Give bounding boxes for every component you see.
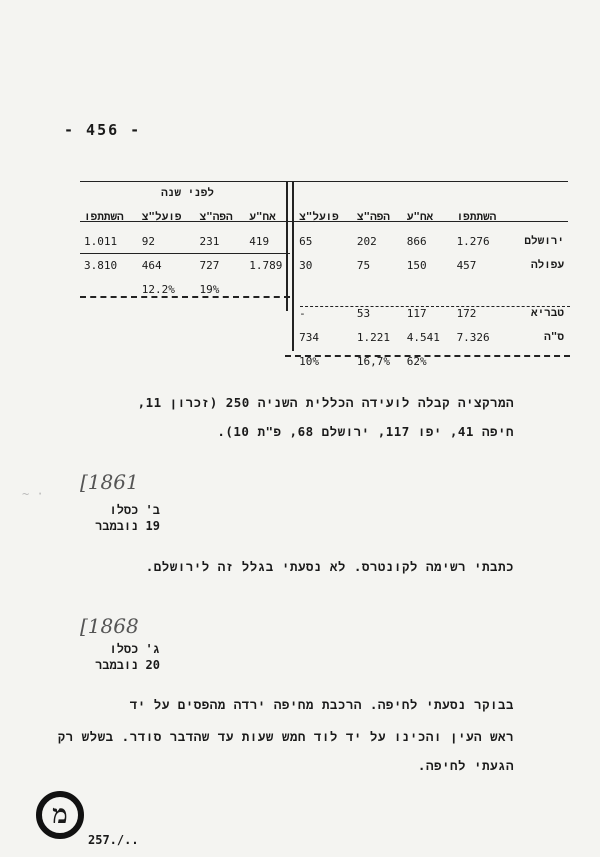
paragraph-2: כתבתי רשימה לקונטרס. לא נסעתי בגלל זה לירושלם. [145, 559, 514, 574]
table-cell: 1.221 [356, 330, 390, 344]
table-cell [138, 325, 196, 349]
table-cell: 172 [456, 306, 477, 320]
paragraph-3-line-1: בבוקר נסעתי לחיפה. הרכבת מחיפה ירדה מהפסים על יד [129, 697, 514, 712]
handwritten-note: [1868 [80, 614, 139, 638]
table-cell: 30 [299, 258, 313, 272]
empty-cell [403, 181, 453, 205]
table-cell: 75 [356, 258, 371, 272]
table-cell: 16,7% [356, 354, 390, 368]
table-cell [138, 301, 196, 325]
table-cell: 53 [356, 306, 371, 320]
table-bottom-rule [285, 355, 570, 357]
table-cell: 92 [141, 234, 156, 248]
table-cell [295, 277, 353, 301]
table-cell: 419 [249, 234, 270, 248]
column-header: אח"ע [406, 210, 434, 223]
column-header: השתתפו [84, 210, 124, 223]
row-label [510, 349, 568, 373]
table-cell: 12.2% [141, 282, 175, 296]
table-row [80, 325, 568, 349]
table-cell: 62% [406, 354, 427, 368]
table-cell: 7.326 [456, 330, 490, 344]
handwritten-note: [1861 [80, 470, 139, 494]
table-cell [453, 349, 511, 373]
table-cell: 3.810 [84, 258, 118, 272]
row-label [510, 277, 568, 301]
column-header: השתתפו [456, 210, 497, 223]
table-cell: 464 [141, 258, 162, 272]
paragraph-3-line-3: הגעתי לחיפה. [417, 758, 514, 773]
archive-logo-icon: מ [36, 791, 84, 839]
statistics-table [80, 181, 568, 373]
table-cell: 727 [199, 258, 220, 272]
table-cell: 4.541 [406, 330, 440, 344]
table-cell [403, 277, 453, 301]
table-cell: 10% [299, 354, 319, 368]
table-row [80, 349, 568, 373]
page-number: - 456 - [64, 121, 142, 139]
table-row [80, 253, 568, 277]
table-left-bottom-rule [80, 296, 290, 298]
table-cell: 202 [356, 234, 377, 248]
table-cell: 1.276 [456, 234, 490, 248]
table-cell [80, 349, 138, 373]
table-top-rule [80, 181, 568, 182]
empty-cell [510, 181, 568, 205]
table-cell [245, 349, 295, 373]
table-cell: 1.011 [84, 234, 118, 248]
paragraph-1-line-2: חיפה 41, יפו 117, ירושלם 68, פ"ת 10). [217, 424, 514, 439]
table-row-rule [80, 253, 290, 254]
table-cell: 457 [456, 258, 477, 272]
empty-cell [295, 181, 353, 205]
table-cell [138, 349, 196, 373]
table-cell [196, 349, 246, 373]
table-cell: 117 [406, 306, 427, 320]
table-cell: 150 [406, 258, 427, 272]
row-label: עפולה [530, 258, 564, 271]
table-cell: 231 [199, 234, 220, 248]
row-label: ס"ה [544, 330, 564, 343]
table-row [80, 301, 568, 325]
empty-cell [453, 181, 511, 205]
table-double-divider [292, 181, 294, 351]
faint-mark: ~ · [22, 487, 44, 501]
table-subtotal-rule [300, 306, 570, 307]
table-column-header-row [80, 205, 568, 229]
table-cell: 866 [406, 234, 427, 248]
table-cell: 1.789 [249, 258, 283, 272]
header-city-spacer [510, 205, 568, 229]
table-cell [245, 325, 295, 349]
table-cell: 19% [199, 282, 220, 296]
paragraph-1-line-1: המרקציה קבלה לועידה הכללית השניה 250 (זכרון 11, [137, 395, 514, 410]
column-header: הפה"צ [199, 210, 233, 223]
column-header: פועל"צ [141, 210, 182, 223]
date-gregorian: 19 נובמבר [95, 519, 160, 533]
table-cell: - [299, 306, 306, 320]
column-header: אח"ע [249, 210, 276, 223]
table-cell [80, 301, 138, 325]
column-header: פועל"צ [299, 210, 339, 223]
paragraph-3-line-2: ראש העין והכינו על יד לוד חמש שעות עד שהדבר סודר. בשלש רק [57, 729, 514, 744]
table-header-rule [80, 221, 568, 222]
group-header: לפני שנה [161, 186, 214, 199]
table-row [80, 229, 568, 253]
date-gregorian: 20 נובמבר [95, 658, 160, 672]
page-footer: 257./.. [88, 833, 139, 847]
table-cell: 734 [299, 330, 319, 344]
table-cell [353, 277, 403, 301]
date-hebrew: ב' כסלו [109, 503, 160, 517]
row-label: טבריא [530, 306, 564, 319]
row-label: ירושלם [524, 234, 564, 247]
table-cell [80, 325, 138, 349]
date-hebrew: ג' כסלו [109, 642, 160, 656]
table-group-header-row [80, 181, 568, 205]
table-double-divider [286, 181, 288, 311]
table-cell [196, 325, 246, 349]
table-cell [453, 277, 511, 301]
table-cell: 65 [299, 234, 313, 248]
empty-cell [353, 181, 403, 205]
column-header: הפה"צ [356, 210, 390, 223]
table-cell [196, 301, 246, 325]
